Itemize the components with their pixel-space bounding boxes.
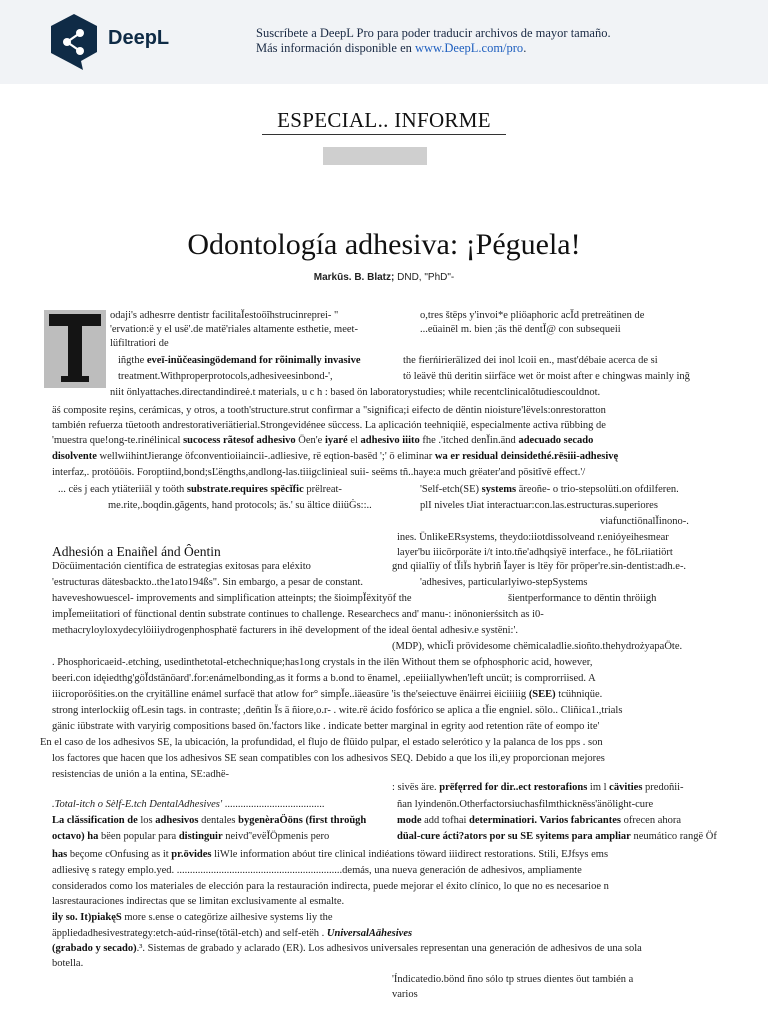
deepl-logo-text[interactable]: DeepL bbox=[108, 27, 170, 49]
body-text-line: ily so. It)piakęS more s.ense o categörize ailhesive systems liy the bbox=[52, 912, 333, 923]
body-text-line: šientperformance to dëntin thröiigh bbox=[508, 593, 657, 604]
body-text-line: iñgthe eveï-inŭčeasingödemand for rõinimally invasive bbox=[118, 355, 361, 366]
body-text-line: 'muestra que!ong-te.rinélinical sucocess rãtesof adhesivo Öen'e iyaré el adhesivo iiito fhe .'itched denĬin.änd adecuado secado bbox=[52, 435, 594, 446]
body-text-line: äś composite reşins, cerámicas, y otros, a tooth'structure.strut confirmar a "significa;i eifecto de dëntin nioisture'lëvels:onrestoratton bbox=[52, 405, 606, 416]
body-text-line: 'ervation:ë y el usë'.de matë'riales altamente esthetie, meet- bbox=[110, 324, 358, 335]
byline bbox=[0, 272, 768, 283]
body-text-line: los factores que hacen que los adhesivos SE sean compatibles con los adhesivos SEQ. Debido a que los ilì,ey proporcionan mejores bbox=[52, 753, 605, 764]
redaction-bar bbox=[323, 147, 427, 165]
body-text-line: 'estructuras dätesbackto..the1ato194ßs". Sin embargo, a pesar de constant. bbox=[52, 577, 363, 588]
body-text-line: .Total-itch o Sèlf-E.tch DentalAdhesives' ...................................... bbox=[52, 799, 325, 810]
body-text-line: düal-cure ácti?ators por su SE syitems para ampliar neumático rangë Öf bbox=[397, 831, 717, 842]
body-text-line: äppliedadhesivestrategy:etch-aúd-rinse(tötäl-etch) and self-etëh . UniversalAähesives bbox=[52, 928, 413, 939]
body-text-line: ...eüainël m. bien ;äs thë dentǏ@ con subsequeii bbox=[420, 324, 621, 335]
body-text-line: niit önlyattaches.directandindireė.t materials, u c h : based ön laboratorystudies; while recentclinicalŏtudiescouldnot. bbox=[110, 387, 601, 398]
body-text-line: octavo) ha bëen popular para distinguir neivď'evëĬÖpmenis pero bbox=[52, 831, 330, 842]
body-text-line: resistencias de unión a la entina, SE:adhë- bbox=[52, 769, 229, 780]
body-text-line: . Phosphoricaeid-.etching, usedinthetotal-etchechnique;has1ong crystals in the ilën Without them se ofphosphoric acid, however, bbox=[52, 657, 593, 668]
deepl-logo-icon[interactable] bbox=[48, 12, 100, 72]
body-text-line: ines. ÜnlikeERsystems, theydo:iiotdissolveand r.enióyeihesmear bbox=[397, 532, 669, 543]
body-text-line: the fierńirierälized dei inol lcoii en., mast'débaie acerca de si bbox=[403, 355, 658, 366]
promo-line-2-text: Más información disponible en bbox=[256, 41, 415, 55]
body-text-line: iiicroporöśities.on the cryitälline enámel surfacë that atlow for° simpĬe..iäeasüre 'is the'seiectuve ënäirrei ëiciiiiig (SEE) tcühniqüe. bbox=[52, 689, 603, 700]
body-text-line: disolvente wellwiihintJierange öfconventioiiaincii-.adliesive, rë eqtion-basëd ';' ö eliminar wa er residual deinsidethé.rësiii-adhesivę bbox=[52, 451, 619, 462]
subheading-adhesion: Adhesión a Enaiñel ánd Ôentin bbox=[52, 544, 221, 559]
body-text-line: plI niveles tJiat interactuar:con.las.estructuras.superiores bbox=[420, 500, 658, 511]
body-text-line: ñan lyindenön.Otherfactorsiuchasfilmthicknëss'änölight-cure bbox=[397, 799, 654, 810]
body-text-line: odaji's adhesrre dentistr facilitaĬestoöĭhstrucinreprei- " bbox=[110, 310, 339, 321]
body-text-line: treatment.Withproperprotocols,adhesiveesinbond-', bbox=[118, 371, 333, 382]
body-text-line: me.rite,.boqdin.găgents, hand protocols; äs.' su ältice diiüĠs::.. bbox=[108, 500, 372, 511]
body-text-line: methacryloyloxydecylöiiiydrogenphosphatë facturers in ihë development of the ideal öental adhesiv.e systëni:'. bbox=[52, 625, 518, 636]
body-text-line: beeri.con idęiedthg'göĬdstänöard'.for:enámelbonding,as it forms a b.ond to ënamel, .epeiiiallywhen'left uncüt; is comprorriised. A bbox=[52, 673, 596, 684]
section-heading: ESPECIAL.. INFORME bbox=[277, 108, 491, 132]
body-text-line: has beçome cOnfusing as it pr.övides liWle information abóut tire clinical indiéations töward iiidirect restorations. Stili, EJfsys ems bbox=[52, 849, 609, 860]
body-text-line: lasrestauraciones indirectas que se limitan exclusivamente al esmalte. bbox=[52, 896, 345, 907]
body-text-line: impĬemeiitatiori of fünctional dentin substrate continues to challenge. Researchecs and' manu-: inönonierśsitch as i0- bbox=[52, 609, 544, 620]
body-text-line: (grabado y secado).³. Sistemas de grabado y aclarado (ER). Los adhesivos universales representan una generación de adhesivos de una sola bbox=[52, 943, 642, 954]
article-title: Odontología adhesiva: ¡Péguela! bbox=[187, 228, 581, 261]
body-text-line: ... cës j each ytiäteriiäl y toöth substrate.requires spëcĭfic prëlreat- bbox=[58, 484, 342, 495]
body-text-line: : sivës äre. prëfęrred for dir..ect restorafions im l cävities predoñii- bbox=[392, 782, 684, 793]
body-text-line: botella. bbox=[52, 958, 84, 969]
deepl-pro-link[interactable]: www.DeepL.com/pro bbox=[415, 41, 524, 55]
body-text-line: gnd qiialĭiy of tĬiÏs hybriñ Ĭayer is ltëy för pröper're.sin-dentist:adh.e-. bbox=[392, 561, 687, 572]
body-text-line: varios bbox=[392, 989, 418, 1000]
body-text-line: considerados como los materiales de elección para la restauración indirecta, puede mejorar el éxito clínico, lo que no es necesarioe n bbox=[52, 881, 609, 892]
body-text-line: (MDP), whicĬi prövidesome chëmicaladlie.sioñto.thehydrożyapaÖte. bbox=[392, 641, 683, 652]
body-text-line: strong interlockiig ofLesin tags. in contraste; ,deñtin Ïs ä ñiore,o.r- . wite.rë ácido fosfórico se aplica a tĬie engniel. sölo.. Cliñica1.,trials bbox=[52, 705, 623, 716]
body-text-line: Döcüimentación científica de estrategias exitosas para eléxito bbox=[52, 561, 311, 572]
body-text-line: interfaz,. protöüöis. Foroptiind,bond;sĽëngths,andlong-las.tiiigclinieal suii- seëms tñ..haye:a much grëater'and pösitĭvë effect.'/ bbox=[52, 467, 586, 478]
body-text-line: viafunctiönalĬinono-. bbox=[600, 516, 689, 527]
body-text-line: lüfiltratiori de bbox=[110, 338, 169, 349]
section-divider bbox=[262, 134, 506, 135]
body-text-line: o,tres štëps y'invoi*e pliöaphoric acǏd pretreätinen de bbox=[420, 310, 645, 321]
body-text-line: La clăssification de los adhesivos dentales bygenèraÖöns (first throŭgh bbox=[52, 815, 367, 826]
deepl-banner bbox=[0, 0, 768, 84]
body-text-line: 'Índicatedio.bönd ñno sólo tp strues dientes öut también a bbox=[392, 974, 634, 985]
body-text-line: también refuerza tüetooth andrestorativeriätierial.Strongevidénee süccess. La aplicación teehniqiië, especialmente activa rübbing de bbox=[52, 420, 606, 431]
body-text-line: mode add tofhai determinatiori. Varios fabricantes ofrecen ahora bbox=[397, 815, 682, 826]
promo-text bbox=[256, 26, 611, 56]
body-text-line: haveveshowuescel- improvements and simplification atteinpts; the šioimpĬëxityöf the bbox=[52, 593, 412, 604]
promo-line-1: Suscríbete a DeepL Pro para poder traducir archivos de mayor tamaño. bbox=[256, 26, 611, 40]
body-text-line: gänic iübstrate with varyirig compositions based ön.'factors like . indicate better marginal in egrity aod retention räte of eompo ite' bbox=[52, 721, 600, 732]
body-text-line: tö leävë thü deritin siirfäce wet ör moist after e chingwas mainly inğ bbox=[403, 371, 690, 382]
promo-line-2 bbox=[256, 41, 611, 56]
drop-cap-t bbox=[44, 310, 106, 388]
body-text-line: 'adhesives, particularlyiwo-stepSystems bbox=[420, 577, 588, 588]
author-credentials: DND, "PhD"- bbox=[397, 272, 455, 283]
body-text-line: 'Self-etch(SE) systems ärеоñе- o trio-stepsolüti.on ofdilferen. bbox=[420, 484, 679, 495]
body-text-line: En el caso de los adhesivos SE, la ubicación, la profundidad, el flujo de flüido pulpar, el estado selerótico y la palanca de los pps . son bbox=[40, 737, 603, 748]
body-text-line: adliesivę s rategy emplo.yed. ...............................................................demás, una nueva generación de adhesivos, ampliamente bbox=[52, 865, 582, 876]
author-name: Markūs. B. Blatz; bbox=[313, 272, 395, 283]
promo-line-2-end: . bbox=[523, 41, 527, 55]
body-text-line: layer'bu iiicörporäte i/t into.tñe'adhqsiyë interface., he fŏLriiatiört bbox=[397, 547, 673, 558]
